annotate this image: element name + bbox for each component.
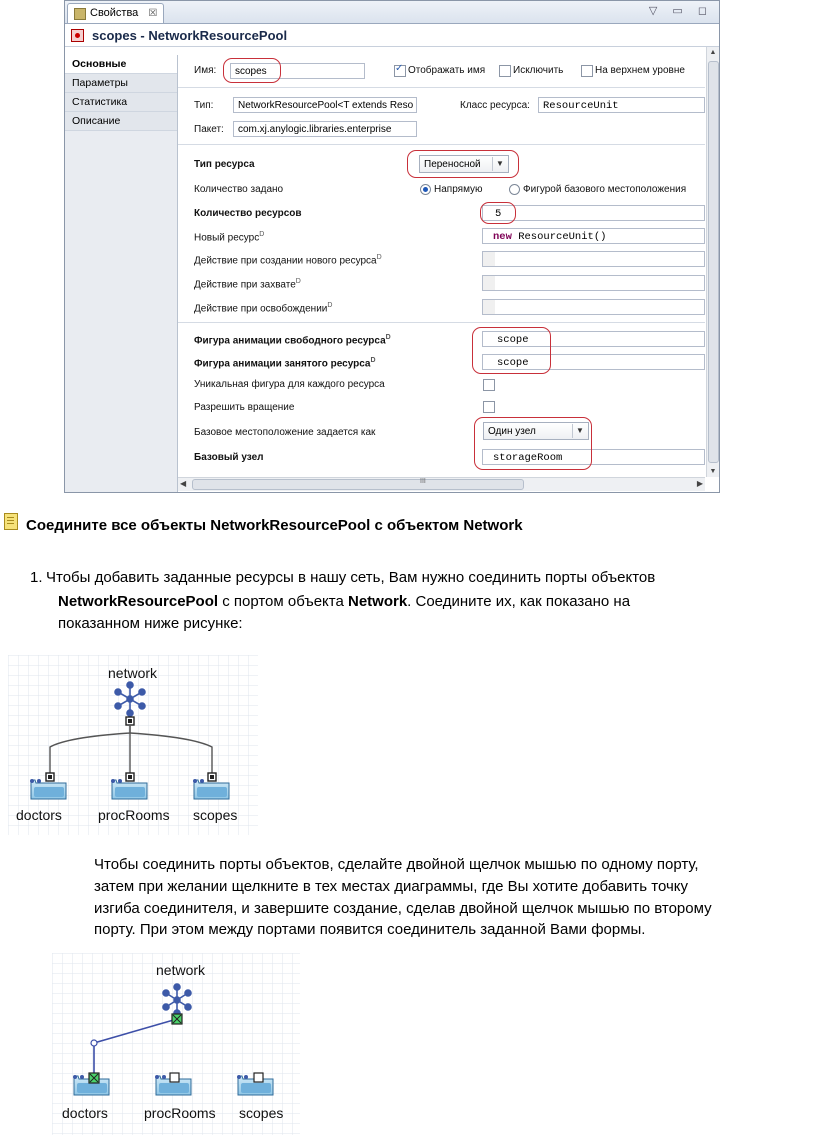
highlight-shapes [472,327,551,374]
bend-point-handle[interactable] [91,1040,97,1046]
node-label-scopes: scopes [193,807,238,823]
nav-item-description[interactable]: Описание [65,112,177,131]
instruction-line: затем при желании щелкните в тех местах диаграммы, где Вы хотите добавить точку [94,878,689,895]
chevron-down-icon: ▼ [492,157,507,171]
horizontal-scrollbar[interactable] [178,477,705,491]
highlight-name [223,58,281,83]
instruction-line: Чтобы соединить порты объектов, сделайте двойной щелчок мышью по одному порту, [94,856,699,873]
panel-titlebar [65,24,719,47]
resource-class-label: Класс ресурса: [460,100,530,111]
resource-count-field[interactable]: 5 [482,205,705,221]
resource-type-label: Тип ресурса [194,159,255,170]
top-level-checkbox[interactable] [581,65,593,77]
on-seize-label: Действие при захвате$^D$ [194,278,301,291]
hscroll-thumb[interactable] [192,479,524,490]
step-text-line3: показанном ниже рисунке: [58,615,243,632]
properties-icon [74,8,86,20]
home-node-field[interactable]: storageRoom [482,449,705,465]
highlight-home [474,417,592,470]
home-node-label: Базовый узел [194,452,264,463]
panel-tabbar [65,1,719,24]
exclude-label: Исключить [513,65,564,76]
field-margin [483,276,495,290]
package-field[interactable]: com.xj.anylogic.libraries.enterprise [233,121,417,137]
on-create-label: Действие при создании нового ресурса$^D$ [194,254,382,267]
separator [178,87,705,88]
allow-rotation-checkbox[interactable] [483,401,495,413]
package-label: Пакет: [194,124,224,135]
resource-type-value: Переносной [424,159,481,170]
nav-item-statistics[interactable]: Статистика [65,93,177,112]
resource-class-field[interactable]: ResourceUnit [538,97,705,113]
properties-content [178,47,705,477]
node-label-doctors: doctors [16,807,62,823]
scroll-up-icon[interactable]: ▲ [709,49,717,56]
separator [178,322,705,323]
busy-shape-label: Фигура анимации занятого ресурса$^D$ [194,357,376,370]
panel-title: scopes - NetworkResourcePool [92,27,288,43]
type-label: Тип: [194,100,214,111]
hscroll-grip: III [420,478,426,485]
nav-item-main[interactable]: Основные [65,55,177,74]
field-margin [483,300,495,314]
radio-direct[interactable] [420,184,431,195]
node-label-doctors: doctors [62,1105,108,1121]
name-field[interactable]: scopes [230,63,365,79]
show-name-label: Отображать имя [408,65,486,76]
on-create-field[interactable] [482,251,705,267]
nav-item-parameters[interactable]: Параметры [65,74,177,93]
idle-shape-field[interactable]: scope [482,331,705,347]
idle-shape-label: Фигура анимации свободного ресурса$^D$ [194,334,391,347]
window-controls[interactable]: ▽ ▭ ◻ [648,5,713,17]
busy-shape-field[interactable]: scope [482,354,705,370]
node-label-procrooms: procRooms [144,1105,216,1121]
step-number: 1. [30,569,43,586]
note-icon [4,513,18,530]
tab-properties[interactable] [67,3,164,23]
field-margin [483,252,495,266]
count-given-label: Количество задано [194,184,284,195]
on-release-label: Действие при освобождении$^D$ [194,302,333,315]
close-icon[interactable]: ☒ [148,8,158,19]
step-text-line2: NetworkResourcePool с портом объекта Network. Соедините их, как показано на [58,593,631,610]
resource-count-label: Количество ресурсов [194,208,302,219]
unique-shape-label: Уникальная фигура для каждого ресурса [194,379,385,390]
scroll-left-icon[interactable]: ◀ [180,479,187,488]
home-defined-label: Базовое местоположение задается как [194,427,376,438]
name-label: Имя: [194,65,217,76]
radio-shape[interactable] [509,184,520,195]
step-text-line1: Чтобы добавить заданные ресурсы в нашу сеть, Вам нужно соединить порты объектов [46,569,656,586]
allow-rotation-label: Разрешить вращение [194,402,295,413]
highlight-resource-type [407,150,519,178]
instruction-line: изгиба соединителя, и завершите создание, сделав двойной щелчок мышью по второму [94,900,712,917]
instruction-line: порту. При этом между портами появится соединитель заданной Вами формы. [94,921,646,938]
scroll-thumb[interactable] [708,61,719,463]
properties-panel [64,0,720,493]
chevron-down-icon: ▼ [572,424,587,438]
radio-direct-label: Напрямую [434,184,483,195]
type-field[interactable]: NetworkResourcePool<T extends Reso [233,97,417,113]
network-diagram-2 [52,953,300,1135]
highlight-count [480,202,516,224]
vertical-scrollbar[interactable] [706,47,719,477]
new-resource-label: Новый ресурс$^D$ [194,231,265,244]
scroll-down-icon[interactable]: ▼ [709,468,717,475]
home-defined-value: Один узел [488,426,536,437]
on-seize-field[interactable] [482,275,705,291]
network-label: network [156,962,206,978]
network-diagram-1 [8,655,258,835]
on-release-field[interactable] [482,299,705,315]
section-nav [65,55,178,492]
section-heading: Соедините все объекты NetworkResourcePool с объектом Network [26,517,523,534]
separator [178,144,705,145]
tab-properties-label: Свойства [90,7,139,19]
radio-shape-label: Фигурой базового местоположения [523,184,687,195]
new-resource-field[interactable]: new ResourceUnit() [482,228,705,244]
network-label: network [108,665,158,681]
show-name-checkbox[interactable] [394,65,406,77]
top-level-label: На верхнем уровне [595,65,685,76]
node-label-procrooms: procRooms [98,807,170,823]
node-label-scopes: scopes [239,1105,284,1121]
exclude-checkbox[interactable] [499,65,511,77]
scroll-right-icon[interactable]: ▶ [696,479,703,488]
object-icon [71,29,84,42]
unique-shape-checkbox[interactable] [483,379,495,391]
